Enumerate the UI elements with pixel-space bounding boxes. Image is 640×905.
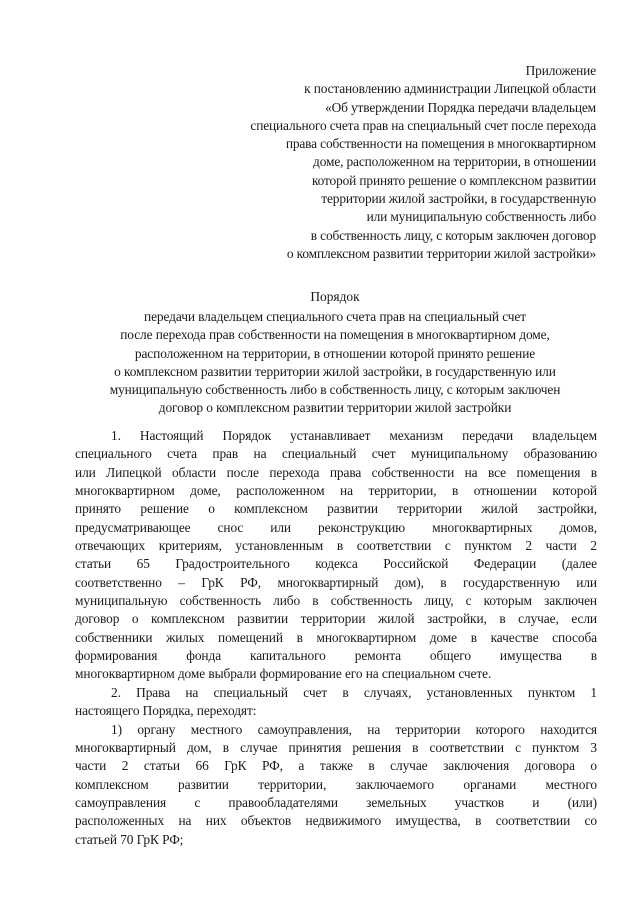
paragraph-3-line: 1) органу местного самоуправления, на территории которого находится [111,721,597,737]
subtitle-line: договор о комплексном развитии территории жилой застройки [158,400,512,416]
appendix-line: права собственности на помещения в многоквартирном [285,136,596,152]
subtitle-line: о комплексном развитии территории жилой застройки, в государственную или [114,363,556,379]
paragraph-1-line: или Липецкой области после перехода права собственности на все помещения в [75,464,597,480]
paragraph-1-line: формирования фонда капитального ремонта общего имущества в [75,648,597,664]
paragraph-1-line: многоквартирном доме выбрали формирование его на специальном счете. [75,666,492,682]
paragraph-3-line: многоквартирный дом, в случае принятия решения в соответствии с пунктом 3 [75,739,597,755]
document-body [75,427,597,849]
appendix-line: специального счета прав на специальный счет после перехода [250,117,596,133]
paragraph-1-line: принято решение о комплексном развитии территории жилой застройки, [75,501,597,517]
subtitle-line: расположенном на территории, в отношении которой принято решение [134,345,536,361]
appendix-header [136,62,596,263]
paragraph-1-line: соответственно – ГрК РФ, многоквартирный дом), в государственную или [75,574,597,590]
appendix-line: в собственность лицу, с которым заключен договор [310,227,596,243]
paragraph-1-line: специального счета прав на специальный счет муниципальному образованию [75,446,597,462]
appendix-line: о комплексном развитии территории жилой застройки» [286,245,596,261]
paragraph-1-line: многоквартирном доме, расположенном на территории, в отношении которой [75,483,597,499]
appendix-line: к постановлению администрации Липецкой области [304,81,596,97]
paragraph-3-line: комплексном развитии территории, заключаемого органами местного [75,776,597,792]
paragraph-3-line: статьей 70 ГрК РФ; [75,831,184,847]
paragraph-1-line: договор о комплексном развитии территории жилой застройки, в случае, если [75,611,597,627]
paragraph-1-line: 1. Настоящий Порядок устанавливает механизм передачи владельцем [111,428,597,443]
paragraph-2-line: 2. Права на специальный счет в случаях, установленных пунктом 1 [111,684,597,700]
appendix-line: территории жилой застройки, в государственную [321,191,596,207]
paragraph-3-line: расположенных на них объектов недвижимого имущества, в соответствии со [75,813,597,829]
paragraph-1-line: муниципальную собственность либо в собственность лицу, с которым заключен [75,593,597,609]
paragraph-2-line: настоящего Порядка, переходят: [75,703,257,719]
subtitle-line: муниципальную собственность либо в собственность лицу, с которым заключен [109,382,561,398]
paragraph-3-line: части 2 статьи 66 ГрК РФ, а также в случае заключения договора о [75,758,597,774]
paragraph-1-line: статьи 65 Градостроительного кодекса Российской Федерации (далее [75,556,597,572]
appendix-line: Приложение [525,63,596,78]
appendix-line: «Об утверждении Порядка передачи владельцем [325,99,596,115]
paragraph-3-line: самоуправления с правообладателями земельных участков и (или) [75,794,597,810]
appendix-line: доме, расположенном на территории, в отношении [313,154,596,170]
subtitle-line: после перехода прав собственности на помещения в многоквартирном доме, [120,327,550,343]
subtitle-line: передачи владельцем специального счета прав на специальный счет [144,309,526,324]
appendix-line: или муниципальную собственность либо [366,209,596,225]
paragraph-1-line: собственники жилых помещений в многоквартирном доме в качестве способа [75,629,597,645]
document-subtitle [66,308,604,418]
document-title: Порядок [310,289,360,304]
appendix-line: которой принято решение о комплексном развитии [311,172,596,188]
paragraph-1-line: отвечающих критериям, установленным в соответствии с пунктом 2 части 2 [75,538,597,554]
paragraph-1-line: предусматривающее снос или реконструкцию многоквартирных домов, [75,519,597,535]
